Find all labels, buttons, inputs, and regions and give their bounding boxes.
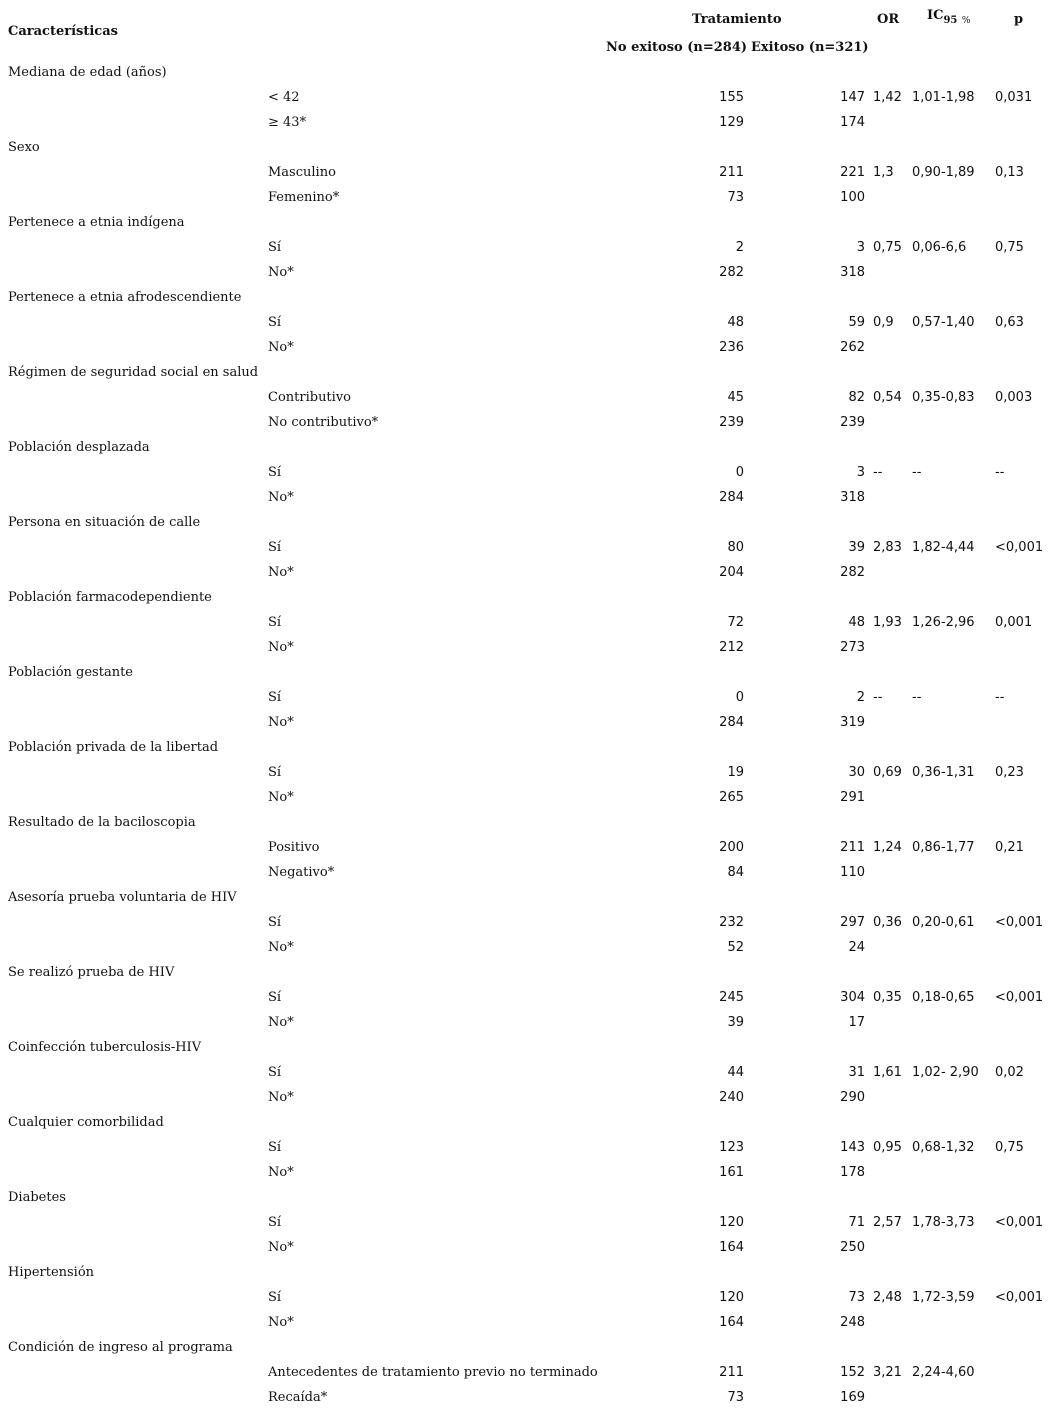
category-label: Masculino bbox=[268, 165, 336, 180]
cell-exitoso: 291 bbox=[840, 790, 865, 805]
cell-p: 0,75 bbox=[995, 240, 1024, 255]
table-body bbox=[0, 60, 1053, 1410]
table-row-group bbox=[0, 1260, 1053, 1285]
table-row bbox=[0, 110, 1053, 135]
cell-exitoso: 3 bbox=[856, 465, 865, 480]
cell-p: 0,63 bbox=[995, 315, 1024, 330]
cell-ci: 1,26-2,96 bbox=[912, 615, 975, 630]
characteristic-label: Mediana de edad (años) bbox=[8, 65, 167, 80]
cell-exitoso: 318 bbox=[840, 490, 865, 505]
cell-no-exitoso: 161 bbox=[719, 1165, 744, 1180]
characteristic-label: Población farmacodependiente bbox=[8, 590, 212, 605]
cell-p: <0,001 bbox=[995, 540, 1044, 555]
table-row bbox=[0, 160, 1053, 185]
cell-ci: -- bbox=[912, 690, 922, 705]
cell-exitoso: 2 bbox=[856, 690, 865, 705]
cell-p: <0,001 bbox=[995, 1290, 1044, 1305]
table-row bbox=[0, 535, 1053, 560]
category-label: Sí bbox=[268, 465, 282, 480]
table-row bbox=[0, 1135, 1053, 1160]
table-row-group bbox=[0, 60, 1053, 85]
table-row bbox=[0, 460, 1053, 485]
characteristic-label: Población desplazada bbox=[8, 440, 150, 455]
cell-p: 0,13 bbox=[995, 165, 1024, 180]
cell-exitoso: 248 bbox=[840, 1315, 865, 1330]
cell-no-exitoso: 212 bbox=[719, 640, 744, 655]
cell-no-exitoso: 200 bbox=[719, 840, 744, 855]
table-row bbox=[0, 1210, 1053, 1235]
cell-ci: 2,24-4,60 bbox=[912, 1365, 975, 1380]
cell-ci: 1,82-4,44 bbox=[912, 540, 975, 555]
category-label: Contributivo bbox=[268, 390, 351, 405]
cell-or: 0,69 bbox=[873, 765, 902, 780]
cell-or: 1,93 bbox=[873, 615, 902, 630]
cell-exitoso: 100 bbox=[840, 190, 865, 205]
table-row bbox=[0, 1285, 1053, 1310]
cell-or: 1,61 bbox=[873, 1065, 902, 1080]
table-row bbox=[0, 610, 1053, 635]
category-label: Sí bbox=[268, 915, 282, 930]
category-label: No* bbox=[268, 1090, 294, 1105]
cell-exitoso: 304 bbox=[840, 990, 865, 1005]
cell-exitoso: 39 bbox=[848, 540, 865, 555]
cell-or: -- bbox=[873, 690, 883, 705]
characteristic-label: Sexo bbox=[8, 140, 40, 155]
cell-no-exitoso: 211 bbox=[719, 1365, 744, 1380]
category-label: Positivo bbox=[268, 840, 320, 855]
cell-p: 0,02 bbox=[995, 1065, 1024, 1080]
table-row-group bbox=[0, 285, 1053, 310]
category-label: Sí bbox=[268, 240, 282, 255]
cell-no-exitoso: 123 bbox=[719, 1140, 744, 1155]
category-label: No* bbox=[268, 565, 294, 580]
cell-no-exitoso: 80 bbox=[727, 540, 744, 555]
characteristic-label: Asesoría prueba voluntaria de HIV bbox=[8, 890, 237, 905]
cell-no-exitoso: 45 bbox=[727, 390, 744, 405]
cell-no-exitoso: 19 bbox=[727, 765, 744, 780]
category-label: Sí bbox=[268, 1290, 282, 1305]
header-successful: Exitoso (n=321) bbox=[751, 40, 869, 55]
cell-exitoso: 174 bbox=[840, 115, 865, 130]
table-row bbox=[0, 1385, 1053, 1410]
characteristic-label: Diabetes bbox=[8, 1190, 66, 1205]
table-row bbox=[0, 560, 1053, 585]
table-row bbox=[0, 310, 1053, 335]
table-row-group bbox=[0, 1110, 1053, 1135]
cell-ci: 0,68-1,32 bbox=[912, 1140, 975, 1155]
cell-ci: 0,20-0,61 bbox=[912, 915, 975, 930]
cell-exitoso: 17 bbox=[848, 1015, 865, 1030]
table-row bbox=[0, 485, 1053, 510]
cell-exitoso: 239 bbox=[840, 415, 865, 430]
table-row bbox=[0, 910, 1053, 935]
category-label: Sí bbox=[268, 615, 282, 630]
table-row bbox=[0, 1085, 1053, 1110]
cell-or: 1,42 bbox=[873, 90, 902, 105]
table-row bbox=[0, 1360, 1053, 1385]
cell-exitoso: 211 bbox=[840, 840, 865, 855]
table-row bbox=[0, 1310, 1053, 1335]
table-row-group bbox=[0, 510, 1053, 535]
header-ci-prefix: IC bbox=[927, 8, 944, 23]
category-label: Sí bbox=[268, 540, 282, 555]
cell-no-exitoso: 204 bbox=[719, 565, 744, 580]
characteristic-label: Población privada de la libertad bbox=[8, 740, 219, 755]
table-row bbox=[0, 260, 1053, 285]
cell-exitoso: 73 bbox=[848, 1290, 865, 1305]
cell-or: 0,36 bbox=[873, 915, 902, 930]
cell-exitoso: 3 bbox=[856, 240, 865, 255]
cell-p: -- bbox=[995, 690, 1005, 705]
cell-or: 1,3 bbox=[873, 165, 894, 180]
cell-no-exitoso: 164 bbox=[719, 1315, 744, 1330]
characteristic-label: Régimen de seguridad social en salud bbox=[8, 365, 259, 380]
table-row bbox=[0, 835, 1053, 860]
cell-no-exitoso: 120 bbox=[719, 1215, 744, 1230]
cell-p: <0,001 bbox=[995, 915, 1044, 930]
cell-ci: 1,01-1,98 bbox=[912, 90, 975, 105]
characteristic-label: Hipertensión bbox=[8, 1265, 95, 1280]
cell-or: 0,9 bbox=[873, 315, 894, 330]
cell-exitoso: 282 bbox=[840, 565, 865, 580]
cell-no-exitoso: 245 bbox=[719, 990, 744, 1005]
cell-p: 0,003 bbox=[995, 390, 1033, 405]
table-row-group bbox=[0, 360, 1053, 385]
cell-exitoso: 178 bbox=[840, 1165, 865, 1180]
category-label: Femenino* bbox=[268, 190, 340, 205]
cell-no-exitoso: 284 bbox=[719, 490, 744, 505]
cell-no-exitoso: 155 bbox=[719, 90, 744, 105]
cell-or: 2,57 bbox=[873, 1215, 902, 1230]
characteristic-label: Pertenece a etnia afrodescendiente bbox=[8, 290, 242, 305]
table-row bbox=[0, 85, 1053, 110]
cell-or: 2,48 bbox=[873, 1290, 902, 1305]
table-row bbox=[0, 1060, 1053, 1085]
cell-p: 0,75 bbox=[995, 1140, 1024, 1155]
category-label: No* bbox=[268, 1165, 294, 1180]
cell-no-exitoso: 73 bbox=[727, 190, 744, 205]
category-label: No* bbox=[268, 265, 294, 280]
cell-exitoso: 147 bbox=[840, 90, 865, 105]
cell-p: 0,23 bbox=[995, 765, 1024, 780]
cell-ci: 0,36-1,31 bbox=[912, 765, 975, 780]
cell-exitoso: 31 bbox=[848, 1065, 865, 1080]
cell-p: <0,001 bbox=[995, 1215, 1044, 1230]
cell-no-exitoso: 72 bbox=[727, 615, 744, 630]
table-row bbox=[0, 385, 1053, 410]
cell-no-exitoso: 0 bbox=[735, 465, 744, 480]
cell-no-exitoso: 282 bbox=[719, 265, 744, 280]
cell-exitoso: 82 bbox=[848, 390, 865, 405]
characteristic-label: Resultado de la baciloscopia bbox=[8, 815, 196, 830]
category-label: No contributivo* bbox=[268, 415, 379, 430]
cell-ci: 0,86-1,77 bbox=[912, 840, 975, 855]
table-row-group bbox=[0, 960, 1053, 985]
cell-no-exitoso: 44 bbox=[727, 1065, 744, 1080]
cell-no-exitoso: 240 bbox=[719, 1090, 744, 1105]
cell-no-exitoso: 232 bbox=[719, 915, 744, 930]
cell-exitoso: 318 bbox=[840, 265, 865, 280]
category-label: No* bbox=[268, 1240, 294, 1255]
table-row-group bbox=[0, 1185, 1053, 1210]
cell-or: 0,95 bbox=[873, 1140, 902, 1155]
table-row-group bbox=[0, 1335, 1053, 1360]
cell-no-exitoso: 39 bbox=[727, 1015, 744, 1030]
characteristic-label: Condición de ingreso al programa bbox=[8, 1340, 233, 1355]
table-row bbox=[0, 185, 1053, 210]
category-label: Negativo* bbox=[268, 865, 335, 880]
cell-no-exitoso: 265 bbox=[719, 790, 744, 805]
table-row bbox=[0, 760, 1053, 785]
cell-no-exitoso: 129 bbox=[719, 115, 744, 130]
cell-or: 0,54 bbox=[873, 390, 902, 405]
table-row-group bbox=[0, 210, 1053, 235]
category-label: Sí bbox=[268, 690, 282, 705]
characteristic-label: Coinfección tuberculosis-HIV bbox=[8, 1040, 202, 1055]
cell-or: 0,75 bbox=[873, 240, 902, 255]
table-row-group bbox=[0, 585, 1053, 610]
category-label: No* bbox=[268, 940, 294, 955]
cell-no-exitoso: 164 bbox=[719, 1240, 744, 1255]
header-ci-pct: % bbox=[961, 16, 971, 26]
cell-p: 0,031 bbox=[995, 90, 1033, 105]
category-label: Antecedentes de tratamiento previo no terminado bbox=[268, 1365, 598, 1380]
cell-no-exitoso: 2 bbox=[735, 240, 744, 255]
table-row-group bbox=[0, 1035, 1053, 1060]
category-label: No* bbox=[268, 490, 294, 505]
table-row bbox=[0, 685, 1053, 710]
table-row-group bbox=[0, 735, 1053, 760]
table-row-group bbox=[0, 810, 1053, 835]
characteristic-label: Cualquier comorbilidad bbox=[8, 1115, 164, 1130]
cell-ci: 0,06-6,6 bbox=[912, 240, 967, 255]
characteristic-label: Población gestante bbox=[8, 665, 133, 680]
cell-exitoso: 59 bbox=[848, 315, 865, 330]
cell-exitoso: 48 bbox=[848, 615, 865, 630]
category-label: Sí bbox=[268, 1140, 282, 1155]
cell-p: 0,21 bbox=[995, 840, 1024, 855]
table-row bbox=[0, 785, 1053, 810]
header-treatment: Tratamiento bbox=[692, 12, 782, 27]
category-label: Sí bbox=[268, 1215, 282, 1230]
category-label: Sí bbox=[268, 990, 282, 1005]
cell-no-exitoso: 239 bbox=[719, 415, 744, 430]
cell-exitoso: 319 bbox=[840, 715, 865, 730]
category-label: No* bbox=[268, 1015, 294, 1030]
cell-ci: 0,18-0,65 bbox=[912, 990, 975, 1005]
category-label: ≥ 43* bbox=[268, 115, 307, 130]
cell-no-exitoso: 52 bbox=[727, 940, 744, 955]
cell-p: -- bbox=[995, 465, 1005, 480]
cell-exitoso: 152 bbox=[840, 1365, 865, 1380]
category-label: No* bbox=[268, 640, 294, 655]
table-row bbox=[0, 860, 1053, 885]
characteristic-label: Persona en situación de calle bbox=[8, 515, 201, 530]
cell-no-exitoso: 48 bbox=[727, 315, 744, 330]
characteristic-label: Pertenece a etnia indígena bbox=[8, 215, 185, 230]
cell-ci: 0,35-0,83 bbox=[912, 390, 975, 405]
cell-no-exitoso: 73 bbox=[727, 1390, 744, 1405]
header-ci-sub: 95 bbox=[943, 15, 958, 26]
header-characteristics: Características bbox=[8, 24, 118, 39]
table-row bbox=[0, 985, 1053, 1010]
cell-no-exitoso: 211 bbox=[719, 165, 744, 180]
header-not-successful: No exitoso (n=284) bbox=[606, 40, 748, 55]
table-row bbox=[0, 935, 1053, 960]
table-row bbox=[0, 410, 1053, 435]
cell-p: <0,001 bbox=[995, 990, 1044, 1005]
table-row bbox=[0, 635, 1053, 660]
header-or: OR bbox=[877, 12, 900, 27]
category-label: < 42 bbox=[268, 90, 300, 105]
cell-or: 1,24 bbox=[873, 840, 902, 855]
cell-exitoso: 71 bbox=[848, 1215, 865, 1230]
cell-no-exitoso: 120 bbox=[719, 1290, 744, 1305]
cell-or: 2,83 bbox=[873, 540, 902, 555]
cell-no-exitoso: 84 bbox=[727, 865, 744, 880]
table-row bbox=[0, 710, 1053, 735]
category-label: No* bbox=[268, 340, 294, 355]
cell-no-exitoso: 0 bbox=[735, 690, 744, 705]
cell-exitoso: 110 bbox=[840, 865, 865, 880]
category-label: No* bbox=[268, 715, 294, 730]
cell-or: 0,35 bbox=[873, 990, 902, 1005]
cell-ci: 0,90-1,89 bbox=[912, 165, 975, 180]
header-ci bbox=[927, 8, 971, 26]
table-row-group bbox=[0, 660, 1053, 685]
cell-or: -- bbox=[873, 465, 883, 480]
cell-exitoso: 169 bbox=[840, 1390, 865, 1405]
category-label: Sí bbox=[268, 315, 282, 330]
cell-or: 3,21 bbox=[873, 1365, 902, 1380]
category-label: Sí bbox=[268, 1065, 282, 1080]
table-row-group bbox=[0, 135, 1053, 160]
cell-ci: 0,57-1,40 bbox=[912, 315, 975, 330]
table-row bbox=[0, 1010, 1053, 1035]
cell-exitoso: 273 bbox=[840, 640, 865, 655]
category-label: No* bbox=[268, 1315, 294, 1330]
cell-ci: -- bbox=[912, 465, 922, 480]
cell-exitoso: 221 bbox=[840, 165, 865, 180]
cell-exitoso: 262 bbox=[840, 340, 865, 355]
category-label: No* bbox=[268, 790, 294, 805]
cell-exitoso: 250 bbox=[840, 1240, 865, 1255]
cell-ci: 1,02- 2,90 bbox=[912, 1065, 979, 1080]
table-row bbox=[0, 1160, 1053, 1185]
table-row-group bbox=[0, 885, 1053, 910]
cell-exitoso: 30 bbox=[848, 765, 865, 780]
table-row bbox=[0, 1235, 1053, 1260]
cell-exitoso: 297 bbox=[840, 915, 865, 930]
cell-ci: 1,72-3,59 bbox=[912, 1290, 975, 1305]
characteristic-label: Se realizó prueba de HIV bbox=[8, 965, 175, 980]
header-p: p bbox=[1014, 12, 1024, 27]
category-label: Recaída* bbox=[268, 1390, 328, 1405]
table-row-group bbox=[0, 435, 1053, 460]
table-row bbox=[0, 235, 1053, 260]
cell-p: 0,001 bbox=[995, 615, 1033, 630]
cell-no-exitoso: 284 bbox=[719, 715, 744, 730]
table-row bbox=[0, 335, 1053, 360]
cell-exitoso: 24 bbox=[848, 940, 865, 955]
cell-ci: 1,78-3,73 bbox=[912, 1215, 975, 1230]
cell-no-exitoso: 236 bbox=[719, 340, 744, 355]
category-label: Sí bbox=[268, 765, 282, 780]
cell-exitoso: 290 bbox=[840, 1090, 865, 1105]
cell-exitoso: 143 bbox=[840, 1140, 865, 1155]
